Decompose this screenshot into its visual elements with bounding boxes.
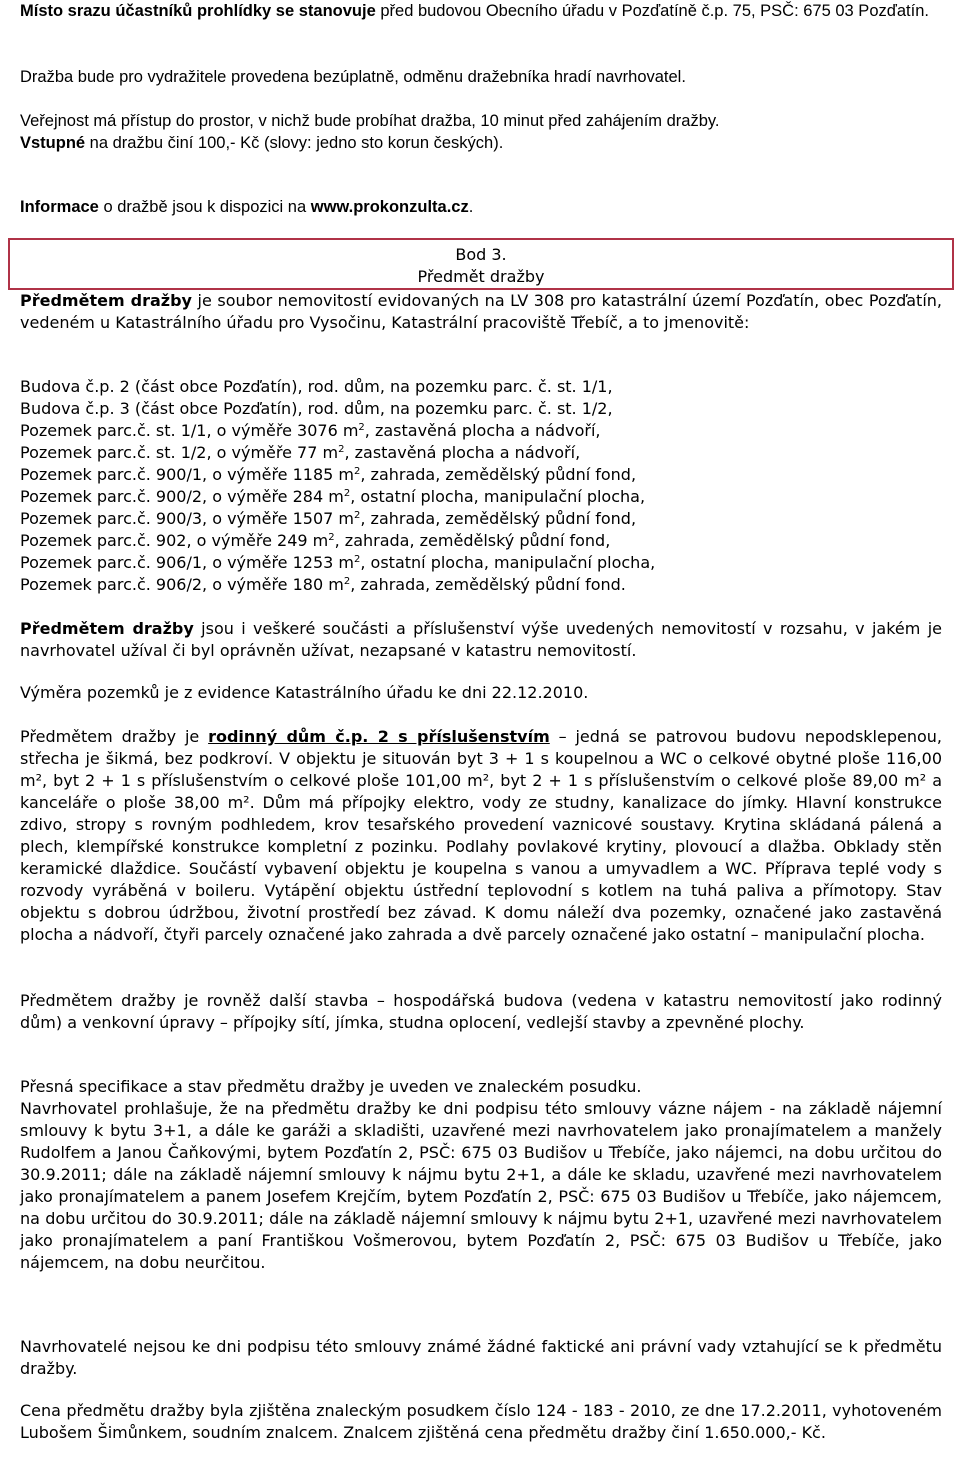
property-list xyxy=(20,376,942,596)
lease-text: Navrhovatel prohlašuje, že na předmětu dražby ke dni podpisu této smlouvy vázne nájem - na základě nájemní smlouvy k bytu 3+1, a dále ke garáži a skladišti, uzavřené mezi navrhovatelem jako pronajímatelem a manžely Rudolfem a Janou Čaňkovými, bytem Pozďatín 2, PSČ: 675 03 Budišov u Třebíče, jako nájemci, na dobu určitou do 30.9.2011; dále na základě nájemní smlouvy k nájmu bytu 2+1, a dále ke skladu, uzavřené mezi navrhovatelem jako pronajímatelem a panem Josefem Krejčím, bytem Pozďatín 2, PSČ: 675 03 Budišov u Třebíče, jako nájemcem, na dobu určitou do 30.9.2011; dále na základě nájemní smlouvy k nájmu bytu 2+1, uzavřené mezi navrhovatelem jako pronajímatelem a paní Františkou Vošmerovou, bytem Pozďatín 2, PSČ: 675 03 Budišov u Třebíče, jako nájemcem, na dobu neurčitou. xyxy=(20,1099,942,1272)
subject-paragraph xyxy=(20,290,942,334)
defects-text: Navrhovatelé nejsou ke dni podpisu této smlouvy známé žádné faktické ani právní vady vztahující se k předmětu dražby. xyxy=(20,1337,942,1378)
property-item xyxy=(20,420,942,442)
house-start: Předmětem dražby je xyxy=(20,727,209,746)
property-item-text: Pozemek parc.č. 900/2, o výměře 284 m xyxy=(20,487,344,506)
house-paragraph xyxy=(20,726,942,946)
area-text: Výměra pozemků je z evidence Katastrálního úřadu ke dni 22.12.2010. xyxy=(20,683,589,702)
house-underlined: rodinný dům č.p. 2 s příslušenstvím xyxy=(208,727,550,746)
specification-paragraph xyxy=(20,1076,942,1098)
website-link[interactable]: www.prokonzulta.cz xyxy=(310,198,469,216)
info-text xyxy=(20,196,473,218)
house-text xyxy=(20,726,942,946)
property-item xyxy=(20,464,942,486)
subject-rest: je soubor nemovitostí evidovaných na LV 308 pro katastrální území Pozďatín, obec Pozďatín, vedeném u Katastrálního úřadu pro Vysočinu, Katastrální pracoviště Třebíč, a to jmenovitě: xyxy=(20,291,942,332)
accessories-rest: jsou i veškeré součásti a příslušenství výše uvedených nemovitostí v rozsahu, v jakém je navrhovatel užíval či byl oprávněn užívat, nezapsané v katastru nemovitostí. xyxy=(20,619,942,660)
property-item-text: Pozemek parc.č. 900/3, o výměře 1507 m xyxy=(20,509,354,528)
property-item-text: Pozemek parc.č. st. 1/2, o výměře 77 m xyxy=(20,443,339,462)
property-item-sup: 2 xyxy=(358,422,365,433)
other-building-text: Předmětem dražby je rovněž další stavba – hospodářská budova (vedena v katastru nemovitostí jako rodinný dům) a venkovní úpravy – přípojky sítí, jímka, studna oplocení, vedlejší stavby a zpevněné plochy. xyxy=(20,991,942,1032)
property-item xyxy=(20,486,942,508)
price-paragraph xyxy=(20,1400,942,1444)
info-mid: o dražbě jsou k dispozici na xyxy=(98,198,311,216)
property-item xyxy=(20,376,942,398)
property-item-suffix: , zastavěná plocha a nádvoří, xyxy=(364,421,601,440)
property-item-suffix: , zastavěná plocha a nádvoří, xyxy=(344,443,581,462)
entry-fee-text xyxy=(20,132,503,154)
section-title: Předmět dražby xyxy=(417,267,545,286)
property-item-suffix: , zahrada, zemědělský půdní fond, xyxy=(360,509,637,528)
subject-bold: Předmětem dražby xyxy=(20,291,192,310)
property-item-sup: 2 xyxy=(354,554,361,565)
meeting-place-rest: před budovou Obecního úřadu v Pozďatíně č.p. 75, PSČ: 675 03 Pozďatín. xyxy=(375,2,929,20)
entry-fee-rest: na dražbu činí 100,- Kč (slovy: jedno sto korun českých). xyxy=(85,134,504,152)
property-item-suffix: , zahrada, zemědělský půdní fond, xyxy=(334,531,611,550)
property-item-sup: 2 xyxy=(354,510,361,521)
property-item-text: Pozemek parc.č. 906/2, o výměře 180 m xyxy=(20,575,344,594)
property-item xyxy=(20,530,942,552)
property-item xyxy=(20,442,942,464)
house-rest: – jedná se patrovou budovu nepodsklepenou, střecha je šikmá, bez podkroví. V objektu je situován byt 3 + 1 s koupelnou a WC o celkové obytné ploše 116,00 m², byt 2 + 1 s příslušenstvím o celkové ploše 101,00 m², byt 2 + 1 s příslušenstvím o celkové ploše 89,00 m² a kanceláře o ploše 38,00 m². Dům má přípojky elektro, vody ze studny, kanalizace do jímky. Hlavní konstrukce zdivo, stropy s rovným podhledem, krov tesařského provedení vaznicové soustavy. Krytina skládaná pálená a plech, klempířské konstrukce kompletní z pozinku. Podlahy povlakové krytiny, plovoucí a dlažba. Obklady stěn keramické dlaždice. Součástí vybavení objektu je koupelna s vanou a umyvadlem a WC. Příprava teplé vody s rozvody vyráběná v boileru. Vytápění objektu ústřední teplovodní s kotlem na tuhá paliva a přímotopy. Stav objektu s dobrou údržbou, životní prostředí bez závad. K domu náleží dva pozemky, označené jako zastavěná plocha a nádvoří, čtyři parcely označené jako zahrada a dvě parcely označené jako ostatní – manipulační plocha. xyxy=(20,727,942,944)
property-item xyxy=(20,552,942,574)
property-item-text: Pozemek parc.č. 902, o výměře 249 m xyxy=(20,531,329,550)
property-item xyxy=(20,508,942,530)
property-item-sup: 2 xyxy=(343,488,351,499)
public-access-text: Veřejnost má přístup do prostor, v nichž bude probíhat dražba, 10 minut před zahájením dražby. xyxy=(20,112,720,130)
info-end: . xyxy=(468,198,474,216)
property-item-suffix: , zahrada, zemědělský půdní fond. xyxy=(350,575,626,594)
property-item xyxy=(20,574,942,596)
specification-text: Přesná specifikace a stav předmětu dražby je uveden ve znaleckém posudku. xyxy=(20,1077,642,1096)
property-item-suffix: , ostatní plocha, manipulační plocha, xyxy=(360,553,656,572)
property-item-text: Pozemek parc.č. 900/1, o výměře 1185 m xyxy=(20,465,354,484)
property-item-sup: 2 xyxy=(328,532,335,543)
section-number: Bod 3. xyxy=(455,245,507,264)
section-header xyxy=(20,244,942,288)
fee-text: Dražba bude pro vydražitele provedena bezúplatně, odměnu dražebníka hradí navrhovatel. xyxy=(20,68,686,86)
defects-paragraph xyxy=(20,1336,942,1380)
meeting-place-text xyxy=(20,0,929,22)
accessories-text xyxy=(20,618,942,662)
price-text: Cena předmětu dražby byla zjištěna znaleckým posudkem číslo 124 - 183 - 2010, ze dne 17.2.2011, vyhotoveném Lubošem Šimůnkem, soudním znalcem. Znalcem zjištěná cena předmětu dražby činí 1.650.000,- Kč. xyxy=(20,1401,942,1442)
accessories-bold: Předmětem dražby xyxy=(20,619,194,638)
property-item-text: Budova č.p. 2 (část obce Pozďatín), rod. dům, na pozemku parc. č. st. 1/1, xyxy=(20,377,613,396)
area-paragraph xyxy=(20,682,942,704)
subject-intro xyxy=(20,290,942,334)
property-item-sup: 2 xyxy=(338,444,345,455)
accessories-paragraph xyxy=(20,618,942,662)
entry-fee-bold: Vstupné xyxy=(20,134,86,152)
property-item-sup: 2 xyxy=(354,466,361,477)
property-item-text: Pozemek parc.č. 906/1, o výměře 1253 m xyxy=(20,553,354,572)
lease-paragraph xyxy=(20,1098,942,1274)
property-item-text: Pozemek parc.č. st. 1/1, o výměře 3076 m xyxy=(20,421,359,440)
meeting-place-bold: Místo srazu účastníků prohlídky se stanovuje xyxy=(20,2,376,20)
property-item-sup: 2 xyxy=(343,576,351,587)
property-item-suffix: , zahrada, zemědělský půdní fond, xyxy=(360,465,637,484)
other-building-paragraph xyxy=(20,990,942,1034)
info-bold: Informace xyxy=(20,198,99,216)
property-item-text: Budova č.p. 3 (část obce Pozďatín), rod. dům, na pozemku parc. č. st. 1/2, xyxy=(20,399,613,418)
property-item xyxy=(20,398,942,420)
property-item-suffix: , ostatní plocha, manipulační plocha, xyxy=(350,487,646,506)
